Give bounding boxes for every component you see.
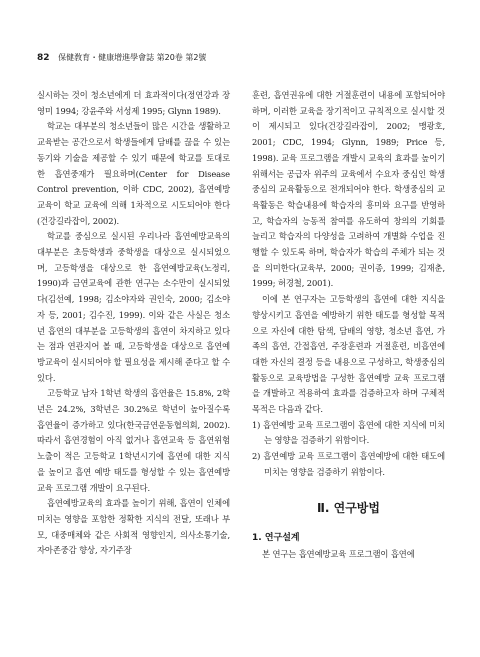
objective-item: 1) 흡연예방 교육 프로그램이 흡연에 대한 지식에 미치는 영향을 검증하기 위함이다. [252, 419, 445, 446]
paragraph: 고등학교 남자 1학년 학생의 흡연율은 15.8%, 2학년은 24.2%, 3학년은 30.2%로 학년이 높아질수록 흡연율이 증가하고 있다(한국금연운동협의회, 2002). 따라서 흡연경험이 아직 없거나 흡연교육 등 흡연위험 노출이 적은 고등학교 1학년시기에 흡연에 대한 지식을 높이고 흡연 예방 태도를 형성할 수 있는 흡연예방교육 프로그램 개발이 요구된다. [37, 388, 230, 493]
objective-item: 2) 흡연예방 교육 프로그램이 흡연예방에 대한 태도에 미치는 영향을 검증하기 위함이다. [252, 451, 445, 477]
paragraph: 학교는 대부분의 청소년들이 많은 시간을 생활하고 교육받는 공간으로서 학생들에게 담배를 끊을 수 있는 동기와 기술을 제공할 수 있기 때문에 학교를 토대로 한 흡연중재가 필요하며(Center for Disease Control prevention, 이하 CDC, 2002), 흡연예방 교육이 학교 교육에 의해 1차적으로 시도되어야 한다(건강길라잡이, 2002). [37, 121, 230, 226]
right-column [252, 88, 445, 562]
paragraph: 학교를 중심으로 실시된 우리나라 흡연예방교육의 대부분은 초등학생과 중학생을 대상으로 실시되었으며, 고등학생을 대상으로 한 흡연예방교육(노정리, 1990)과 금연교육에 관한 연구는 소수만이 실시되었다(김선예, 1998; 김소야자와 권인숙, 2000; 김소야자 등, 2001; 김수진, 1999). 이와 같은 사실은 청소년 흡연의 대부분을 고등학생의 흡연이 차지하고 있다는 점과 연관지어 볼 때, 고등학생을 대상으로 흡연예방교육이 실시되어야 할 필요성을 제시해 준다고 할 수 있다. [37, 231, 230, 383]
paragraph: 훈련, 흡연권유에 대한 거절훈련이 내용에 포함되어야하며, 이러한 교육을 장기적이고 규칙적으로 실시할 것이 제시되고 있다(건강길라잡이, 2002; 맹광호, 2001; CDC, 1994; Glynn, 1989; Price 등, 1998). 교육 프로그램을 개발시 교육의 효과를 높이기 위해서는 공급자 위주의 교육에서 수요자 중심인 학생중심의 교육활동으로 전개되어야 한다. 학생중심의 교육활동은 학습내용에 학습자의 흥미와 요구를 반영하고, 학습자의 능동적 참여를 유도하여 창의의 기회를 늘리고 학습자의 다양성을 고려하여 개별화 수업을 진행할 수 있도록 하며, 학습자가 학습의 주체가 되는 것을 의미한다(교육부, 2000; 권이종, 1999; 김재춘, 1999; 허경철, 2001). [252, 90, 445, 289]
paragraph: 본 연구는 흡연예방교육 프로그램이 흡연에 [262, 548, 415, 559]
paragraph: 실시하는 것이 청소년에게 더 효과적이다(정연강과 장영미 1994; 강윤주와 서성제 1995; Glynn 1989). [37, 90, 230, 116]
section-heading: Ⅱ. 연구방법 [316, 500, 380, 515]
paragraph: 이에 본 연구자는 고등학생의 흡연에 대한 지식을 향상시키고 흡연을 예방하기 위한 태도를 형성할 목적으로 자신에 대한 탐색, 담배의 영향, 청소년 흡연, 가족의 흡연, 간접흡연, 주장훈련과 거절훈련, 비흡연에 대한 자신의 결정 등을 내용으로 구성하고, 학생중심의 활동으로 교육방법을 구성한 흡연예방 교육 프로그램을 개발하고 적용하여 효과를 검증하고자 하며 구체적 목적은 다음과 같다. [252, 294, 445, 415]
left-column [37, 88, 230, 559]
page-number: 82 [37, 53, 50, 63]
paragraph: 흡연예방교육의 효과를 높이기 위해, 흡연이 인체에 미치는 영향을 포함한 정확한 지식의 전달, 또래나 부모, 대중매체와 같은 사회적 영향인지, 의사소통기술, 자아존중감 향상, 자기주장 [37, 498, 230, 556]
running-header [37, 52, 206, 63]
subsection-heading: 1. 연구설계 [252, 532, 300, 543]
journal-title: 保健敎育・健康增進學會誌 第20卷 第2號 [58, 53, 207, 62]
